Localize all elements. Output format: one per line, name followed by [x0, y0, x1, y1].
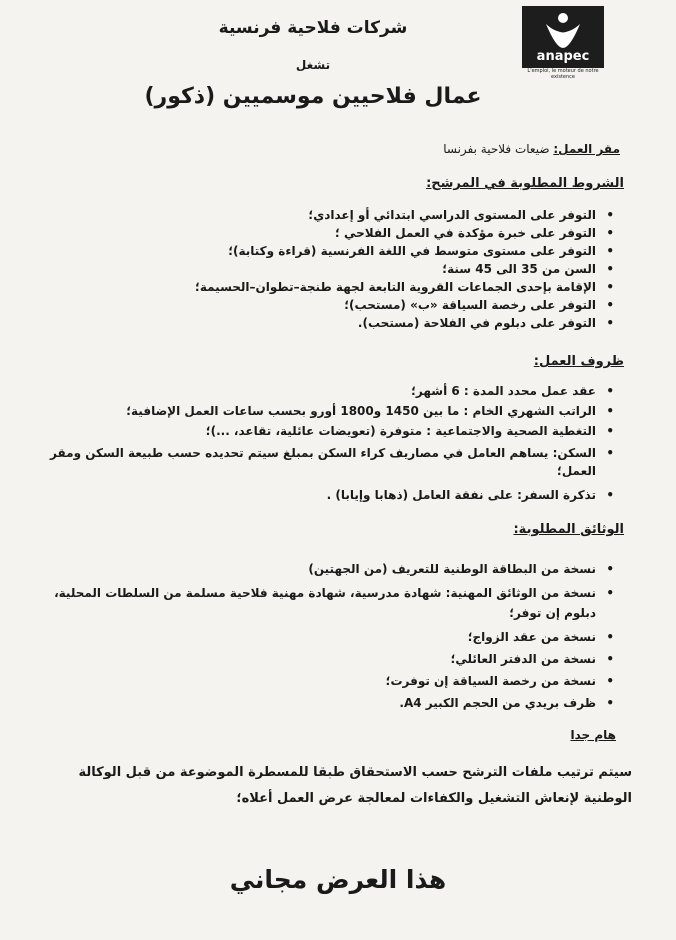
- list-item: • التوفر على المستوى الدراسي ابتدائي أو إعدادي؛: [40, 208, 622, 222]
- list-item: • الراتب الشهري الخام : ما بين 1450 و1800 أورو بحسب ساعات العمل الإضافية؛: [40, 404, 622, 418]
- anapec-symbol-icon: [540, 10, 586, 50]
- workplace-label: مقر العمل:: [553, 142, 620, 156]
- company-heading: شركات فلاحية فرنسية: [218, 18, 408, 38]
- list-item: • التوفر على رخصة السياقة «ب» (مستحب)؛: [40, 298, 622, 312]
- list-item: • نسخة من رخصة السياقة إن توفرت؛: [40, 674, 622, 688]
- list-item: • التغطية الصحية والاجتماعية : متوفرة (تعويضات عائلية، تقاعد، ...)؛: [40, 424, 622, 438]
- logo-box: [522, 6, 604, 68]
- list-item: • التوفر على خبرة مؤكدة في العمل الفلاحي ؛: [40, 226, 622, 240]
- hiring-heading: تشغل: [295, 58, 331, 72]
- list-item: • السن من 35 الى 45 سنة؛: [40, 262, 622, 276]
- workplace-value: ضيعات فلاحية بفرنسا: [443, 142, 550, 156]
- list-item: • عقد عمل محدد المدة : 6 أشهر؛: [40, 384, 622, 398]
- list-item: • نسخة من البطاقة الوطنية للتعريف (من الجهتين): [40, 562, 622, 576]
- requirements-list: [40, 208, 622, 330]
- list-item: • نسخة من الدفتر العائلي؛: [40, 652, 622, 666]
- list-item: • نسخة من عقد الزواج؛: [40, 630, 622, 644]
- requirements-title: الشروط المطلوبة في المرشح:: [426, 176, 624, 191]
- conditions-title: ظروف العمل:: [533, 354, 624, 369]
- list-item: • السكن: يساهم العامل في مصاريف كراء السكن بمبلغ سيتم تحديده حسب طبيعة السكن ومقر العمل؛: [40, 444, 622, 480]
- list-item: • الإقامة بإحدى الجماعات القروية التابعة لجهة طنجة–تطوان–الحسيمة؛: [40, 280, 622, 294]
- list-item: • تذكرة السفر: على نفقة العامل (ذهابا وإيابا) .: [40, 488, 622, 502]
- logo-tagline: L'emploi, le moteur de notre existence: [527, 68, 599, 80]
- free-offer-note: هذا العرض مجاني: [229, 865, 447, 894]
- list-item: • ظرف بريدي من الحجم الكبير A4.: [40, 696, 622, 710]
- list-item: • التوفر على مستوى متوسط في اللغة الفرنسية (قراءة وكتابة)؛: [40, 244, 622, 258]
- important-title: هام جدا: [570, 728, 616, 742]
- list-item: • التوفر على دبلوم في الفلاحة (مستحب).: [40, 316, 622, 330]
- logo-word: anapec: [536, 49, 590, 64]
- important-text: سيتم ترتيب ملفات الترشح حسب الاستحقاق طبقا للمسطرة الموضوعة من قبل الوكالة الوطنية لإنعاش التشغيل والكفاءات لمعالجة عرض العمل أعلاه؛: [78, 765, 632, 806]
- anapec-logo: [522, 6, 604, 80]
- list-item: • نسخة من الوثائق المهنية: شهادة مدرسية، شهادة مهنية فلاحية مسلمة من السلطات المحلية، دبلوم إن توفر؛: [40, 583, 622, 623]
- conditions-list: [40, 384, 622, 502]
- position-heading: عمال فلاحيين موسميين (ذكور): [144, 84, 482, 109]
- workplace: [443, 142, 620, 156]
- documents-title: الوثائق المطلوبة:: [513, 522, 624, 537]
- documents-list: [40, 562, 622, 710]
